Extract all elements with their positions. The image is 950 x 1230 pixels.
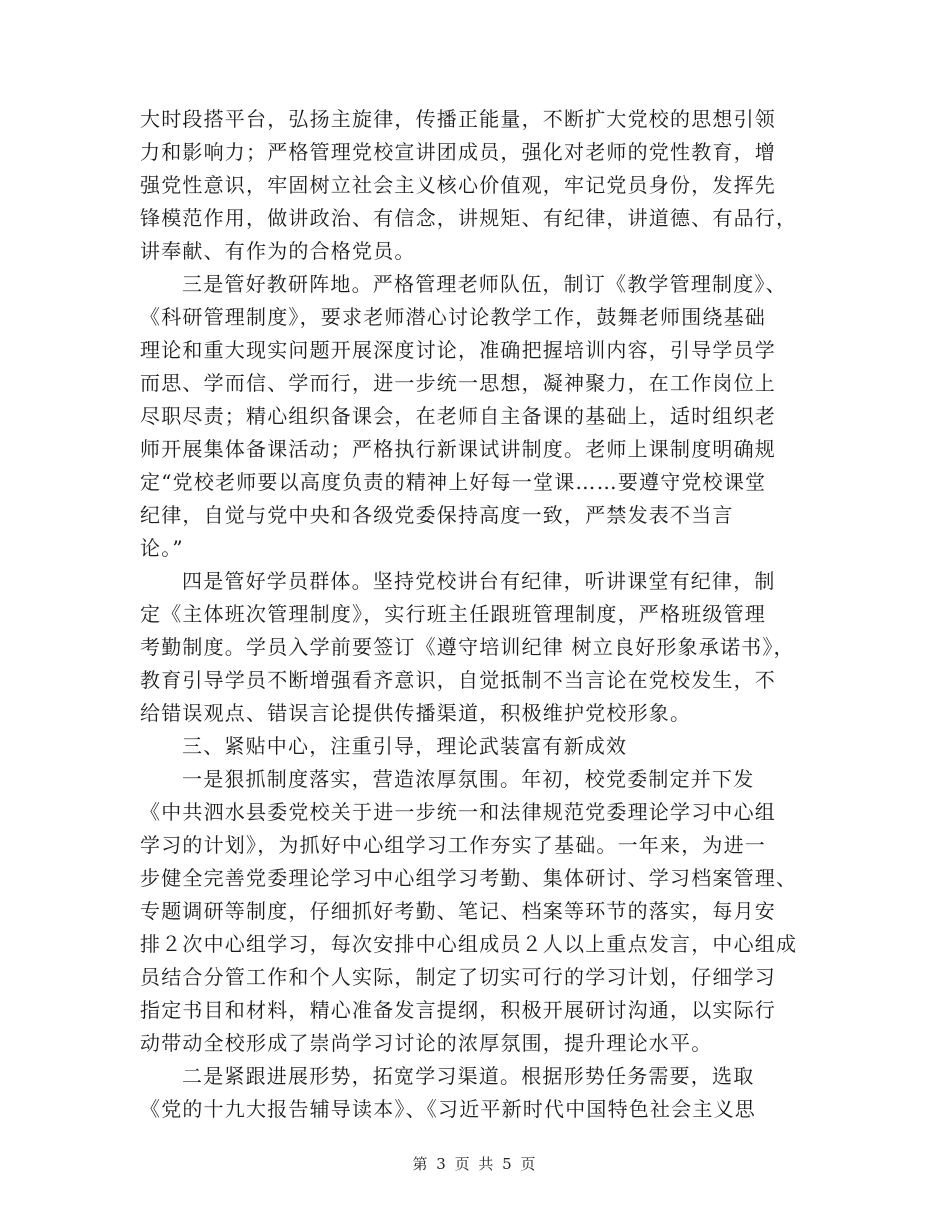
- text-line: 学习的计划》，为抓好中心组学习工作夯实了基础。一年来，为进一: [140, 833, 766, 857]
- text-line: 强党性意识，牢固树立社会主义核心价值观，牢记党员身份，发挥先: [140, 173, 776, 197]
- text-line: 《中共泗水县委党校关于进一步统一和法律规范党委理论学习中心组: [140, 800, 776, 824]
- text-line: 纪律，自觉与党中央和各级党委保持高度一致，严禁发表不当言: [140, 503, 734, 527]
- text-line: 四是管好学员群体。坚持党校讲台有纪律，听讲课堂有纪律，制: [182, 569, 776, 593]
- text-line: 《党的十九大报告辅导读本》、《习近平新时代中国特色社会主义思: [140, 1097, 756, 1121]
- text-line: 三是管好教研阵地。严格管理老师队伍，制订《教学管理制度》、: [182, 272, 787, 296]
- text-line: 步健全完善党委理论学习中心组学习考勤、集体研讨、学习档案管理、: [140, 866, 798, 890]
- document-body: [140, 103, 810, 1126]
- text-line: 二是紧跟进展形势，拓宽学习渠道。根据形势任务需要，选取: [182, 1064, 755, 1088]
- text-line: 专题调研等制度，仔细抓好考勤、笔记、档案等环节的落实，每月安: [140, 899, 776, 923]
- text-line: 《科研管理制度》，要求老师潜心讨论教学工作，鼓舞老师围绕基础: [140, 305, 766, 329]
- text-line: 而思、学而信、学而行，进一步统一思想，凝神聚力，在工作岗位上: [140, 371, 776, 395]
- text-line: 定《主体班次管理制度》，实行班主任跟班管理制度，严格班级管理: [140, 602, 766, 626]
- text-line: 尽职尽责；精心组织备课会，在老师自主备课的基础上，适时组织老: [140, 404, 776, 428]
- text-line: 理论和重大现实问题开展深度讨论，准确把握培训内容，引导学员学: [140, 338, 776, 362]
- text-line: 员结合分管工作和个人实际，制定了切实可行的学习计划，仔细学习: [140, 965, 776, 989]
- page-footer: 第 3 页 共 5 页: [412, 1155, 538, 1173]
- text-line: 给错误观点、错误言论提供传播渠道，积极维护党校形象。: [140, 701, 692, 725]
- text-line: 三、紧贴中心，注重引导，理论武装富有新成效: [182, 734, 628, 758]
- text-line: 定“党校老师要以高度负责的精神上好每一堂课……要遵守党校课堂: [140, 470, 767, 494]
- text-line: 动带动全校形成了崇尚学习讨论的浓厚氛围，提升理论水平。: [140, 1031, 713, 1055]
- text-line: 锋模范作用，做讲政治、有信念，讲规矩、有纪律，讲道德、有品行，: [140, 206, 798, 230]
- text-line: 力和影响力；严格管理党校宣讲团成员，强化对老师的党性教育，增: [140, 140, 776, 164]
- text-line: 大时段搭平台，弘扬主旋律，传播正能量，不断扩大党校的思想引领: [140, 107, 776, 131]
- text-line: 考勤制度。学员入学前要签订《遵守培训纪律 树立良好形象承诺书》，: [140, 635, 795, 659]
- text-line: 教育引导学员不断增强看齐意识，自觉抵制不当言论在党校发生，不: [140, 668, 776, 692]
- text-line: 讲奉献、有作为的合格党员。: [140, 239, 416, 263]
- text-line: 排２次中心组学习，每次安排中心组成员２人以上重点发言，中心组成: [140, 932, 798, 956]
- text-line: 师开展集体备课活动；严格执行新课试讲制度。老师上课制度明确规: [140, 437, 776, 461]
- text-line: 指定书目和材料，精心准备发言提纲，积极开展研讨沟通，以实际行: [140, 998, 776, 1022]
- text-line: 一是狠抓制度落实，营造浓厚氛围。年初，校党委制定并下发: [182, 767, 755, 791]
- text-line: 论。”: [140, 536, 184, 560]
